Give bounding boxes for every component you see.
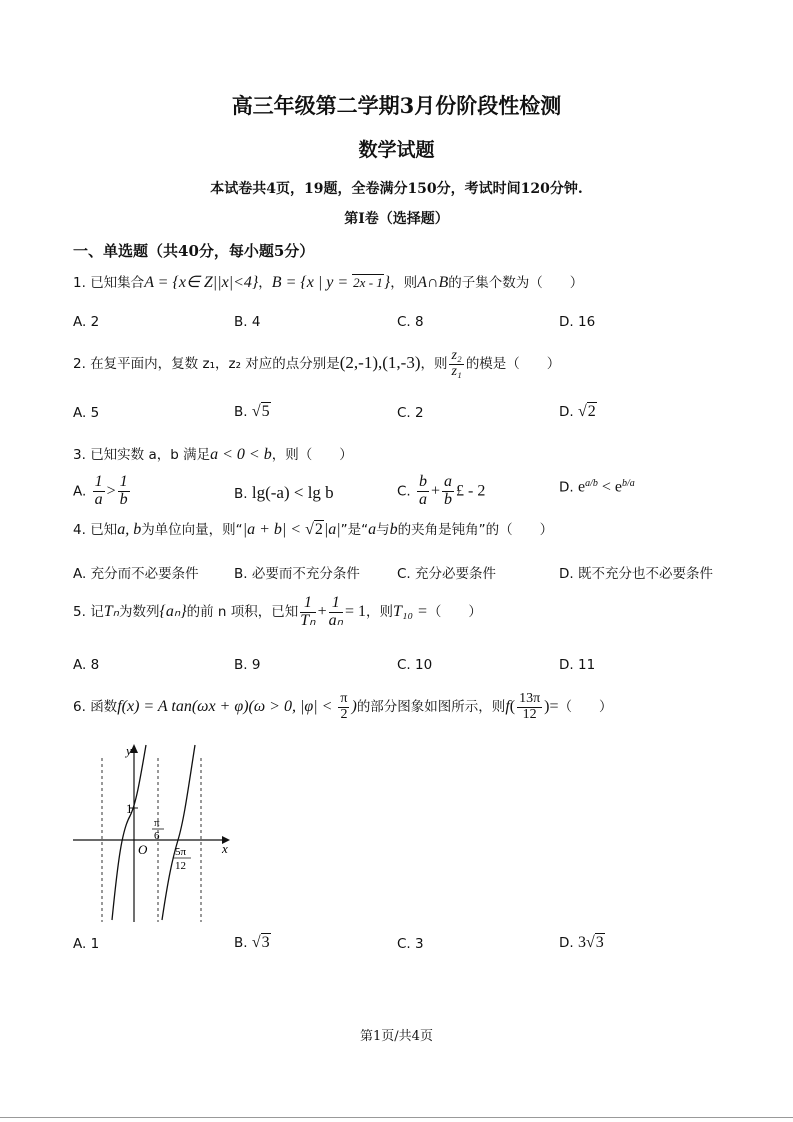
q6-graph: [68, 740, 238, 925]
q1-comma: ，: [258, 275, 272, 291]
q6-option-d-label: D.: [559, 935, 578, 951]
q1-sqrt: [352, 274, 384, 291]
q1-set-a: A = {x∈ Z||x|<4}: [144, 274, 259, 291]
q1-number: 1.: [73, 275, 86, 291]
exam-title: 高三年级第二学期3月份阶段性检测: [231, 93, 562, 118]
q3-option-b: [234, 483, 334, 503]
q4-number: 4.: [73, 522, 86, 538]
q1-radicand: 2x - 1: [353, 275, 383, 290]
q3-option-d: [559, 478, 635, 497]
q4-text-mid3: 与: [376, 522, 390, 538]
q2-frac-den: z₁: [451, 363, 462, 379]
y-axis-label: y: [126, 743, 132, 758]
q6-text-pre: 函数: [90, 699, 118, 715]
q5-number: 5.: [73, 604, 86, 620]
q1-text-post: 的子集个数为（ ）: [448, 275, 584, 291]
q3-a-frac2-num: 1: [119, 473, 128, 490]
q6-option-d-radicand: 3: [595, 934, 604, 951]
question-4: 4. 已知a, b为单位向量，则“|a + b| < √2|a|”是“a与b的夹角是钝角”的（ ）: [73, 521, 554, 538]
tick1-num: π: [154, 817, 160, 829]
q2-option-a: A. 5: [73, 405, 100, 421]
tick2-den: 12: [175, 860, 186, 872]
section-heading: 一、单选题（共40分，每小题5分）: [73, 242, 315, 260]
q3-c-frac2: [442, 474, 454, 509]
tan-branch-1: [112, 745, 146, 920]
q4-option-b: B. 必要而不充分条件: [234, 566, 360, 582]
q1-expr: A∩B: [417, 274, 449, 291]
q1-option-d: D. 16: [559, 314, 596, 330]
q5-text-mid2: 的前 n 项积，已知: [186, 604, 299, 620]
q2-text-post: 的模是（ ）: [465, 356, 561, 372]
q5-text-post: （ ）: [427, 604, 482, 620]
q6-ask-frac-num: 13π: [519, 690, 541, 706]
q5-frac2: [329, 595, 343, 630]
q3-option-c: [397, 474, 485, 509]
q6-option-d: D. 3√3: [559, 934, 604, 951]
q4-v1: a: [368, 521, 377, 538]
q5-seq: {aₙ}: [159, 603, 187, 620]
q6-option-a: A. 1: [73, 936, 100, 952]
exam-info: 本试卷共4页，19题，全卷满分150分，考试时间120分钟.: [210, 181, 583, 197]
q1-set-b-pre: B = {x | y =: [271, 274, 353, 291]
q6-option-b: B. √3: [234, 934, 270, 951]
q5-text-mid1: 为数列: [118, 604, 160, 620]
q4-v2: b: [389, 521, 398, 538]
q5-option-c: C. 10: [397, 657, 433, 673]
q5-text-mid3: ，则: [366, 604, 393, 620]
q1-text-mid: ，则: [390, 275, 418, 291]
q3-d-base: e: [577, 478, 586, 496]
q3-c-frac1: [417, 474, 429, 509]
q5-text-pre: 记: [90, 604, 104, 620]
q6-cond-frac-den: 2: [340, 706, 348, 722]
q6-cond-frac: [338, 692, 349, 722]
q3-c-tail: £ - 2: [456, 482, 486, 500]
q2-fraction: [449, 349, 463, 379]
q3-c-frac2-den: b: [444, 490, 453, 508]
q3-a-frac2-den: b: [119, 490, 128, 508]
q2-frac-num: z₂: [451, 347, 462, 363]
q5-frac1-den: Tₙ: [300, 611, 316, 629]
q3-number: 3.: [73, 447, 86, 463]
q3-a-frac2: [118, 474, 130, 509]
q4-text-mid1: 为单位向量，则“: [141, 522, 243, 538]
q1-option-a: A. 2: [73, 314, 100, 330]
q3-d-exp2: b/a: [622, 478, 635, 489]
q2-number: 2.: [73, 356, 86, 372]
tick1-den: 6: [154, 830, 160, 842]
q2-option-d: D. √2: [559, 403, 596, 420]
q2-option-d-label: D.: [559, 404, 578, 420]
origin-label: O: [138, 842, 148, 857]
q4-text-pre: 已知: [90, 522, 118, 538]
q4-cond2: |a|: [323, 521, 341, 538]
q6-ask-frac: [517, 692, 542, 722]
q3-a-op: >: [106, 482, 116, 500]
volume-label: 第I卷（选择题）: [344, 211, 449, 227]
q6-option-b-radicand: 3: [261, 934, 270, 951]
page-footer: 第1页/共4页: [360, 1029, 433, 1044]
q3-c-frac1-num: b: [419, 473, 428, 490]
q6-option-b-label: B.: [234, 935, 252, 951]
q3-d-mid: < e: [597, 478, 622, 496]
q1-option-b: B. 4: [234, 314, 261, 330]
q5-eq: = 1: [344, 603, 366, 620]
q3-condition: a < 0 < b: [210, 446, 272, 463]
q5-plus: +: [317, 603, 327, 620]
q3-d-exp1: a/b: [585, 478, 598, 489]
q2-option-c: C. 2: [397, 405, 424, 421]
q3-option-b-label: B.: [234, 486, 248, 502]
q6-ask-f: f: [505, 698, 510, 715]
q4-vectors: a, b: [117, 521, 142, 538]
q4-option-a: A. 充分而不必要条件: [73, 566, 199, 582]
q3-c-frac1-den: a: [419, 490, 428, 508]
q6-cond1: (ω > 0, |φ| <: [248, 698, 337, 715]
q6-text-post: （ ）: [558, 699, 613, 715]
q5-ask: T₁₀ =: [393, 603, 428, 620]
q4-radicand: 2: [314, 521, 323, 538]
q2-option-d-radicand: 2: [587, 403, 596, 420]
q4-text-post: 的夹角是钝角”的（ ）: [397, 522, 554, 538]
q3-option-a-label: A.: [73, 483, 87, 500]
q1-set-b-post: }: [383, 274, 391, 291]
q6-cond-frac-num: π: [340, 690, 348, 706]
q4-cond1: |a + b| <: [242, 521, 306, 538]
q3-c-frac2-num: a: [444, 473, 453, 490]
q4-option-c: C. 充分必要条件: [397, 566, 497, 582]
q5-tn: Tₙ: [103, 603, 119, 620]
q6-ask-eq: =: [549, 698, 559, 715]
q3-option-c-label: C.: [397, 483, 411, 500]
q6-number: 6.: [73, 699, 86, 715]
q6-ask-frac-den: 12: [522, 706, 537, 722]
q1-option-c: C. 8: [397, 314, 424, 330]
q4-text-mid2: ”是“: [340, 522, 369, 538]
q2-text-mid: ，则: [420, 356, 448, 372]
y-tick-label: 1: [126, 801, 133, 816]
q5-option-a: A. 8: [73, 657, 100, 673]
q6-text-mid: 的部分图象如图所示，则: [356, 699, 506, 715]
q5-frac1-num: 1: [300, 595, 315, 613]
exam-subtitle: 数学试题: [358, 139, 435, 161]
q3-a-frac1: [93, 474, 105, 509]
question-2: [73, 345, 560, 382]
q6-fx: f(x) = A tan(ωx + φ): [117, 698, 249, 715]
q3-text-pre: 已知实数 a，b 满足: [90, 447, 211, 463]
q5-frac1: [300, 595, 315, 630]
q2-points: (2,-1),(1,-3): [339, 353, 421, 372]
q3-a-frac1-num: 1: [94, 473, 103, 490]
q1-text-pre: 已知集合: [90, 275, 145, 291]
question-1: [73, 270, 583, 296]
q2-text-pre: 在复平面内，复数 z₁，z₂ 对应的点分别是: [90, 356, 340, 372]
q5-option-b: B. 9: [234, 657, 261, 673]
q5-option-d: D. 11: [559, 657, 596, 673]
bottom-divider: [0, 1117, 793, 1118]
q3-a-frac1-den: a: [94, 490, 103, 508]
q3-option-d-label: D.: [559, 479, 574, 496]
q3-option-a: [73, 474, 132, 509]
q2-option-b-label: B.: [234, 404, 252, 420]
q6-cond2: ): [351, 698, 357, 715]
q5-frac2-den: aₙ: [328, 611, 343, 629]
q4-option-d: D. 既不充分也不必要条件: [559, 566, 713, 582]
q3-c-op: +: [431, 482, 441, 500]
q3-option-b-expr: lg(-a) < lg b: [251, 483, 334, 502]
q2-option-b-radicand: 5: [261, 403, 270, 420]
q3-text-post: ，则（ ）: [271, 447, 353, 463]
question-6: 6. 函数f(x) = A tan(ωx + φ)(ω > 0, |φ| < $\frac{\pi}{2}$ )的部分图象如图所示，则f( $\frac{13\pi}{12}$ )=（ ）: [73, 690, 613, 722]
q6-option-c: C. 3: [397, 936, 424, 952]
q6-option-d-coef: 3: [577, 934, 586, 951]
tick2-num: 5π: [175, 846, 187, 858]
question-3: [73, 444, 353, 466]
q2-option-b: B. √5: [234, 403, 270, 420]
q5-frac2-num: 1: [329, 595, 343, 613]
x-axis-label: x: [222, 841, 228, 856]
question-5: [73, 593, 482, 631]
tan-branch-2: [162, 745, 195, 920]
